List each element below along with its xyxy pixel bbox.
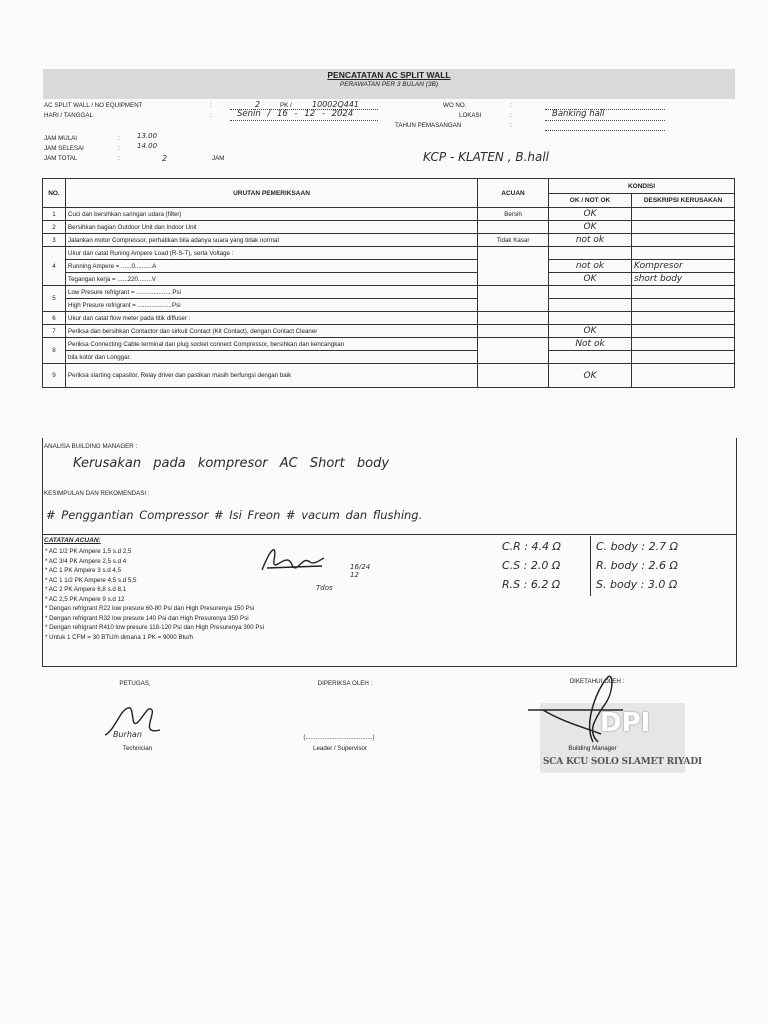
row-ok (549, 286, 632, 299)
header-urutan: URUTAN PEMERIKSAAN (66, 179, 478, 208)
row-ok: OK (549, 325, 632, 338)
lokasi-value: Banking hall (552, 109, 605, 119)
supervisor-signature (252, 540, 332, 585)
row-desk (632, 351, 735, 364)
kesimpulan-value: # Penggantian Compressor # Isi Freon # vacum dan flushing. (46, 508, 423, 522)
row-ok: Not ok (549, 338, 632, 351)
colon: : (210, 112, 212, 119)
colon: : (118, 155, 120, 162)
jam-mulai-label: JAM MULAI (44, 135, 78, 142)
row-text: Jalankan motor Compressor, perhatikan bila adanya suara yang tidak normal (66, 234, 478, 247)
table-row (43, 260, 735, 273)
table-row (43, 312, 735, 325)
ac-split-label: AC SPLIT WALL / NO EQUIPMENT (44, 102, 143, 109)
row-text: Ukur dan catat Runing Ampere Load (R-S-T), serta Voltage : (66, 247, 478, 260)
table-row (43, 364, 735, 388)
row-ok: OK (549, 221, 632, 234)
row-text: Periksa dan bersihkan Contactor dan sirkuit Contact (Kit Contact), dengan Contact Cleaner (66, 325, 478, 338)
measurement: C.S : 2.0 Ω (502, 559, 561, 572)
header-no: NO. (43, 179, 66, 208)
row-desk (632, 221, 735, 234)
list-item: * Dengan refrigrant R410 low presure 118-120 Psi dan High Presurenya 300 Psi (45, 624, 264, 631)
row-acuan (478, 247, 549, 286)
header-deskripsi: DESKRIPSI KERUSAKAN (632, 194, 735, 208)
row-ok: OK (549, 208, 632, 221)
colon: : (510, 122, 512, 129)
list-item: * AC 2 PK Ampere 6,8 s.d 8,1 (45, 586, 127, 593)
diketahui-label: DIKETAHUI OLEH : (569, 678, 625, 685)
row-ok: not ok (549, 234, 632, 247)
wo-label: WO NO. (443, 102, 467, 109)
measurements-left (502, 537, 561, 594)
colon: : (118, 145, 120, 152)
header-kondisi: KONDISI (549, 179, 735, 194)
table-row (43, 234, 735, 247)
row-desk (632, 312, 735, 325)
row-text: Tegangan kerja = ......220........V (66, 273, 478, 286)
row-no: 1 (43, 208, 66, 221)
row-text: Low Presure refrigrant = .....................Psi (66, 286, 478, 299)
analisa-value: Kerusakan pada kompresor AC Short body (73, 456, 390, 471)
table-row (43, 221, 735, 234)
measurements-right (596, 537, 678, 594)
row-acuan (478, 325, 549, 338)
row-no: 6 (43, 312, 66, 325)
list-item: * Dengan refrigrant R32 low presure 140 Psi dan High Presurenya 350 Psi (45, 614, 249, 622)
table-row (43, 325, 735, 338)
row-no: 2 (43, 221, 66, 234)
location-note: KCP - KLATEN , B.hall (423, 150, 550, 164)
row-desk (632, 208, 735, 221)
ac-split-pk: 2 (255, 100, 261, 109)
diperiksa-label: DIPERIKSA OLEH : (317, 680, 373, 687)
row-acuan: Tidak Kasar (478, 234, 549, 247)
row-no: 7 (43, 325, 66, 338)
row-acuan: Bersih (478, 208, 549, 221)
catatan-list (45, 547, 264, 642)
measurement: S. body : 3.0 Ω (596, 578, 678, 591)
petugas-label: PETUGAS, (119, 680, 151, 687)
jam-total-label: JAM TOTAL (44, 155, 78, 162)
measurement: C. body : 2.7 Ω (596, 540, 678, 553)
measurement: C.R : 4.4 Ω (502, 540, 561, 553)
table-row (43, 351, 735, 364)
row-ok: OK (549, 364, 632, 388)
colon: : (510, 102, 512, 109)
table-row (43, 299, 735, 312)
row-desk (632, 299, 735, 312)
tahun-line (545, 130, 665, 131)
list-item: * AC 1 1/2 PK Ampere 4,5 s.d 5,5 (45, 576, 137, 584)
row-acuan (478, 286, 549, 312)
manager-signature (523, 672, 633, 752)
row-desk (632, 325, 735, 338)
row-no: 5 (43, 286, 66, 312)
row-acuan (478, 312, 549, 325)
jam-selesai-label: JAM SELESAI (44, 145, 84, 152)
kesimpulan-label: KESIMPULAN DAN REKOMENDASI : (44, 490, 150, 497)
jam-selesai-value: 14.00 (137, 142, 158, 150)
row-no: 3 (43, 234, 66, 247)
list-item: * Untuk 1 CFM = 30 BTU/h dimana 1 PK = 9000 Btu/h (45, 633, 193, 641)
jam-mulai-value: 13.00 (137, 132, 158, 140)
list-item: * AC 3/4 PK Ampere 2,5 s.d 4 (45, 557, 127, 565)
row-acuan (478, 364, 549, 388)
row-no: 8 (43, 338, 66, 364)
row-desk (632, 364, 735, 388)
form-subtitle: PERAWATAN PER 3 BULAN (3B) (339, 81, 439, 88)
sig-date: 16/24 12 (350, 563, 371, 579)
row-text: Bersihkan bagian Outdoor Unit dan Indoor Unit (66, 221, 478, 234)
colon: : (118, 135, 120, 142)
row-desk (632, 234, 735, 247)
row-acuan (478, 338, 549, 364)
row-text: bila kotor dan Longgar. (66, 351, 478, 364)
technician-name: Burhan (113, 730, 142, 739)
diperiksa-blank: (.......................................) (303, 734, 375, 741)
row-text: High Presure refrigrant = ....................Psi (66, 299, 478, 312)
list-item: * AC 1/2 PK Ampere 1,5 s.d 2,5 (45, 548, 132, 555)
stamp-logo: DPI (600, 708, 651, 738)
measurement-divider (590, 536, 591, 596)
lokasi-line (545, 120, 665, 121)
row-desk (632, 247, 735, 260)
hari-value: Senin / 16 - 12 - 2024 (237, 109, 354, 119)
measurement: R. body : 2.6 Ω (596, 559, 678, 572)
row-acuan (478, 221, 549, 234)
row-text: Periksa Connecting Cable terminal dan plug socket connect Compressor, bersihkan dan kencangkan (66, 338, 478, 351)
diketahui-role: Building Manager (568, 745, 617, 752)
row-desk (632, 338, 735, 351)
diperiksa-role: Leader / Supervisor (313, 745, 367, 752)
tahun-label: TAHUN PEMASANGAN (395, 122, 462, 129)
list-item: * Dengan refrigrant R22 low presure 60-80 Psi dan High Presurenya 150 Psi (45, 605, 255, 612)
jam-unit: JAM (212, 155, 225, 162)
jam-total-value: 2 (162, 154, 168, 163)
colon: : (510, 112, 512, 119)
list-item: * AC 1 PK Ampere 3 s.d 4,5 (45, 567, 122, 574)
title-bar (43, 69, 735, 99)
technician-role: Technician (122, 745, 153, 752)
list-item: * AC 2,5 PK Ampere 9 s.d 12 (45, 595, 125, 603)
row-text: Cuci dan bersihkan saringan udara (filter) (66, 208, 478, 221)
table-row (43, 247, 735, 260)
analisa-label: ANALISA BUILDING MANAGER : (44, 443, 138, 450)
row-desk: Kompresor (632, 260, 735, 273)
row-ok (549, 247, 632, 260)
row-no: 9 (43, 364, 66, 388)
table-row (43, 338, 735, 351)
row-no: 4 (43, 247, 66, 286)
table-row (43, 273, 735, 286)
table-row (43, 208, 735, 221)
colon: : (210, 102, 212, 109)
measurement: R.S : 6.2 Ω (502, 578, 561, 591)
row-ok: not ok (549, 260, 632, 273)
row-ok (549, 351, 632, 364)
hari-line (230, 120, 378, 121)
inspection-table (42, 178, 735, 388)
row-ok (549, 312, 632, 325)
sig-name: Tdos (316, 584, 333, 592)
catatan-label: CATATAN ACUAN: (44, 537, 101, 544)
form-title: PENCATATAN AC SPLIT WALL (327, 70, 451, 80)
header-acuan: ACUAN (478, 179, 549, 208)
lokasi-label: LOKASI (459, 112, 482, 119)
pk-text: PK / (280, 102, 292, 109)
header-ok: OK / NOT OK (549, 194, 632, 208)
row-text: Periksa starting capasitor, Relay driver dan pastikan masih berfungsi dengan baik (66, 364, 478, 388)
equipment-no: 10002Q441 (312, 100, 360, 109)
table-row (43, 286, 735, 299)
row-desk: short body (632, 273, 735, 286)
row-text: Running Ampere = ......0..........A (66, 260, 478, 273)
row-desk (632, 286, 735, 299)
row-ok (549, 299, 632, 312)
hari-label: HARI / TANGGAL (44, 112, 93, 119)
stamp-text: SCA KCU SOLO SLAMET RIYADI (543, 757, 702, 767)
row-ok: OK (549, 273, 632, 286)
row-text: Ukur dan catat flow meter pada titik diffuser : (66, 312, 478, 325)
